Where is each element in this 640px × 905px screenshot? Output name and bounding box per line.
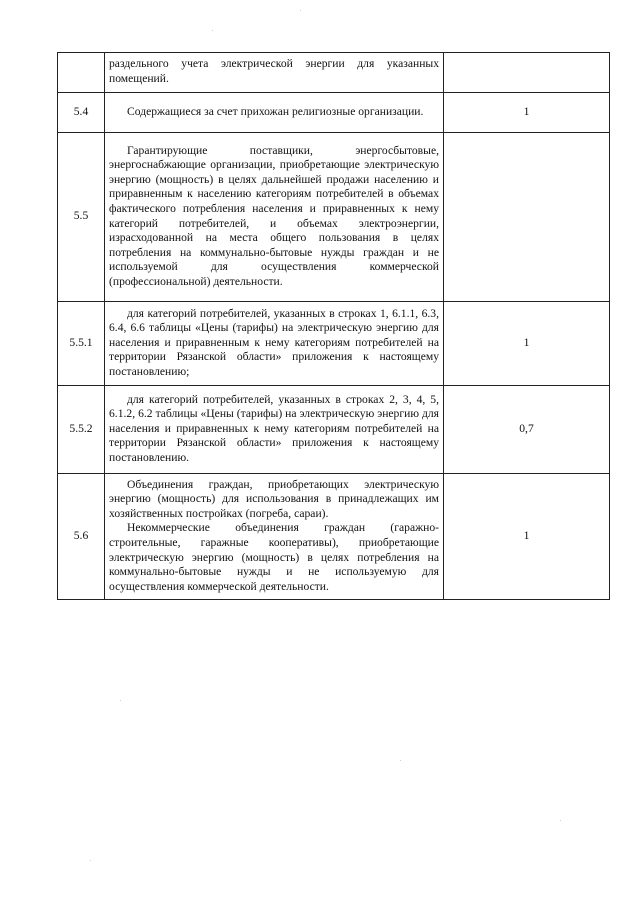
row-value: 1 [444, 474, 610, 600]
row-number [58, 53, 105, 93]
row-number: 5.5.1 [58, 302, 105, 386]
table-row [58, 302, 610, 386]
scan-speck [560, 820, 561, 821]
scan-speck [212, 30, 213, 31]
scan-speck [90, 860, 91, 861]
scan-speck [300, 10, 301, 11]
row-number: 5.4 [58, 93, 105, 133]
row-description [105, 133, 444, 302]
description-paragraph: раздельного учета электрической энергии для указанных помещений. [109, 57, 439, 85]
table-row [58, 53, 610, 93]
description-paragraph: для категорий потребителей, указанных в строках 2, 3, 4, 5, 6.1.2, 6.2 таблицы «Цены (тарифы) на электрическую энергию для населения и приравненных к нему категориям потребителей на территории Рязанской области» приложения к настоящему постановлению. [109, 392, 439, 464]
row-value: 1 [444, 302, 610, 386]
row-description [105, 386, 444, 474]
table-row [58, 386, 610, 474]
table-row [58, 133, 610, 302]
row-description [105, 93, 444, 133]
row-number: 5.5.2 [58, 386, 105, 474]
row-description [105, 53, 444, 93]
row-value: 0,7 [444, 386, 610, 474]
description-paragraph: Гарантирующие поставщики, энергосбытовые, энергоснабжающие организации, приобретающие электрическую энергию (мощность) в целях дальнейшей продажи населению и приравненным к населению категориям потребителей в объемах фактического потребления населения и приравненных к нему категорий потребителей, и объемах электроэнергии, израсходованной на места общего пользования в целях потребления на коммунально-бытовые нужды граждан и не используемой для осуществления коммерческой (профессиональной) деятельности. [109, 143, 439, 288]
row-description [105, 302, 444, 386]
scan-speck [400, 760, 401, 761]
description-paragraph: для категорий потребителей, указанных в строках 1, 6.1.1, 6.3, 6.4, 6.6 таблицы «Цены (тарифы) на электрическую энергию для населения и приравненным к нему категориям потребителей на территории Рязанской области» приложения к настоящему постановлению; [109, 306, 439, 378]
scan-speck [120, 700, 121, 701]
table-row [58, 474, 610, 600]
description-paragraph: Некоммерческие объединения граждан (гаражно-строительные, гаражные кооперативы), приобретающие электрическую энергию (мощность) в целях потребления на коммунально-бытовые нужды и не используемую для осуществления коммерческой деятельности. [109, 521, 439, 593]
row-value: 1 [444, 93, 610, 133]
description-paragraph: Содержащиеся за счет прихожан религиозные организации. [127, 104, 424, 118]
row-number: 5.6 [58, 474, 105, 600]
row-description [105, 474, 444, 600]
tariff-table [57, 52, 610, 600]
row-number: 5.5 [58, 133, 105, 302]
table-row [58, 93, 610, 133]
description-paragraph: Объединения граждан, приобретающих электрическую энергию (мощность) для использования в принадлежащих им хозяйственных постройках (погреба, сараи). [109, 477, 439, 520]
row-value [444, 133, 610, 302]
row-value [444, 53, 610, 93]
